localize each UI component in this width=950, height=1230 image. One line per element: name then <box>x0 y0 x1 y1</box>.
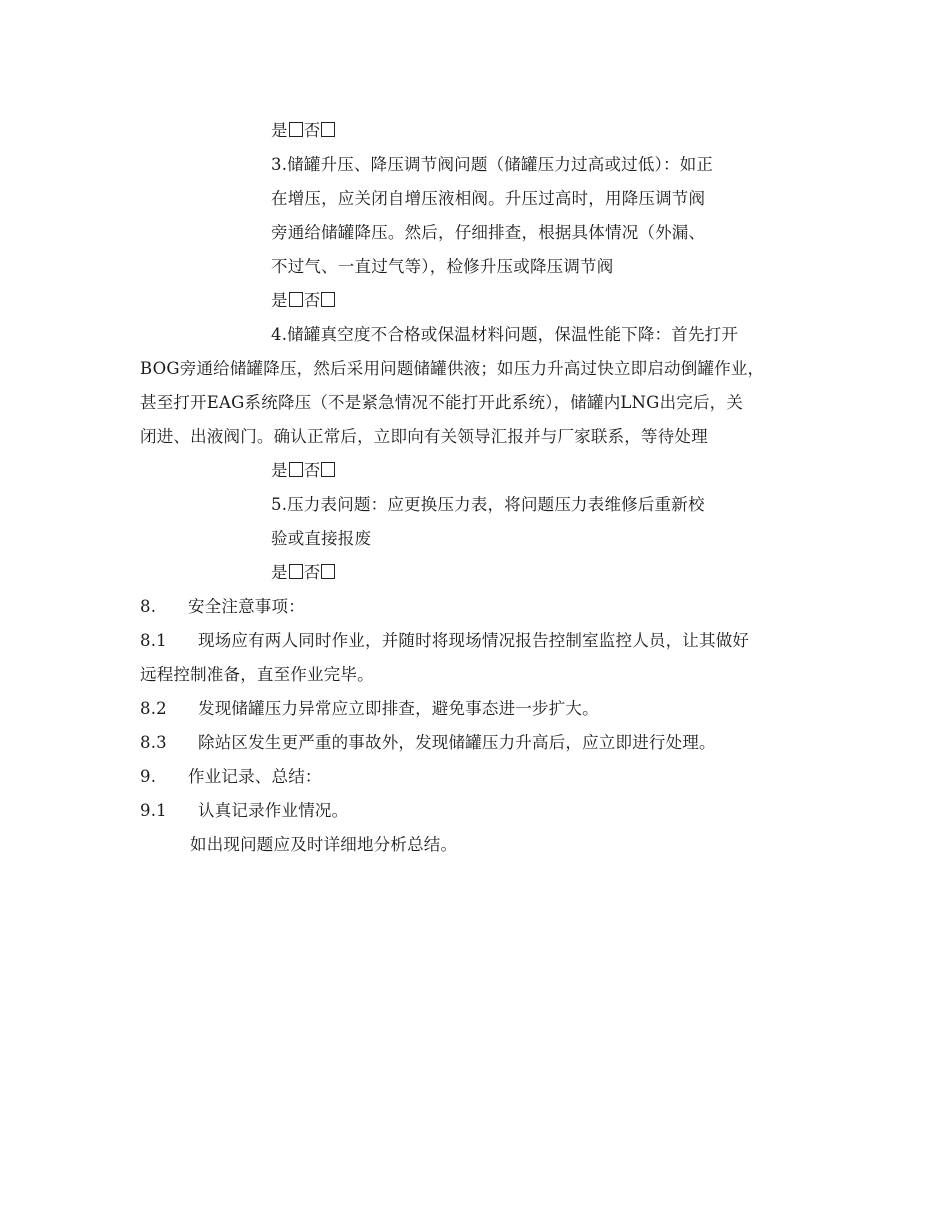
yes-checkbox[interactable] <box>289 292 303 307</box>
no-checkbox[interactable] <box>321 564 335 579</box>
yes-label: 是 <box>271 291 288 310</box>
no-label: 否 <box>303 291 321 310</box>
item-3-line-1: 3.储罐升压、降压调节阀问题（储罐压力过高或过低）：如正 <box>271 155 714 174</box>
section-8-3 <box>140 733 716 753</box>
section-number: 8. <box>140 597 157 616</box>
section-9-heading <box>140 767 322 787</box>
yes-label: 是 <box>271 461 288 480</box>
section-8-2 <box>140 699 599 719</box>
no-label: 否 <box>303 563 321 582</box>
section-8-1-line-2: 远程控制准备，直至作业完毕。 <box>140 665 374 684</box>
item-4-line-4: 闭进、出液阀门。确认正常后，立即向有关领导汇报并与厂家联系，等待处理 <box>140 427 708 446</box>
yes-no-checkbox-row <box>271 291 336 311</box>
section-title: 作业记录、总结： <box>188 767 322 786</box>
yes-checkbox[interactable] <box>289 564 303 579</box>
section-number: 8.1 <box>140 631 167 650</box>
section-number: 8.2 <box>140 699 167 718</box>
yes-label: 是 <box>271 563 288 582</box>
item-3-line-3: 旁通给储罐降压。然后，仔细排查，根据具体情况（外漏、 <box>271 223 706 242</box>
no-checkbox[interactable] <box>321 122 335 137</box>
yes-no-checkbox-row <box>271 121 336 141</box>
section-9-1 <box>140 801 348 821</box>
section-8-heading <box>140 597 305 617</box>
no-label: 否 <box>303 461 321 480</box>
section-text: 现场应有两人同时作业，并随时将现场情况报告控制室监控人员，让其做好 <box>198 631 750 650</box>
item-4-line-2: BOG旁通给储罐降压，然后采用问题储罐供液；如压力升高过快立即启动倒罐作业， <box>140 359 765 378</box>
no-label: 否 <box>303 121 321 140</box>
no-checkbox[interactable] <box>321 292 335 307</box>
section-text: 发现储罐压力异常应立即排查，避免事态进一步扩大。 <box>198 699 599 718</box>
yes-no-checkbox-row <box>271 461 336 481</box>
section-title: 安全注意事项： <box>188 597 305 616</box>
yes-no-checkbox-row <box>271 563 336 583</box>
section-text: 除站区发生更严重的事故外，发现储罐压力升高后，应立即进行处理。 <box>198 733 716 752</box>
section-number: 8.3 <box>140 733 167 752</box>
item-3-line-4: 不过气、一直过气等），检修升压或降压调节阀 <box>271 257 614 276</box>
yes-label: 是 <box>271 121 288 140</box>
item-4-line-1: 4.储罐真空度不合格或保温材料问题，保温性能下降：首先打开 <box>271 325 739 344</box>
section-8-1 <box>140 631 749 651</box>
section-number: 9.1 <box>140 801 167 820</box>
item-4-line-3: 甚至打开EAG系统降压（不是紧急情况不能打开此系统），储罐内LNG出完后，关 <box>140 393 744 412</box>
no-checkbox[interactable] <box>321 462 335 477</box>
item-5-line-1: 5.压力表问题：应更换压力表，将问题压力表维修后重新校 <box>271 495 705 514</box>
section-number: 9. <box>140 767 157 786</box>
section-text: 认真记录作业情况。 <box>198 801 349 820</box>
item-3-line-2: 在增压，应关闭自增压液相阀。升压过高时，用降压调节阀 <box>271 189 706 208</box>
yes-checkbox[interactable] <box>289 462 303 477</box>
yes-checkbox[interactable] <box>289 122 303 137</box>
section-9-1-line-2: 如出现问题应及时详细地分析总结。 <box>190 835 458 854</box>
item-5-line-2: 验或直接报废 <box>271 529 372 548</box>
